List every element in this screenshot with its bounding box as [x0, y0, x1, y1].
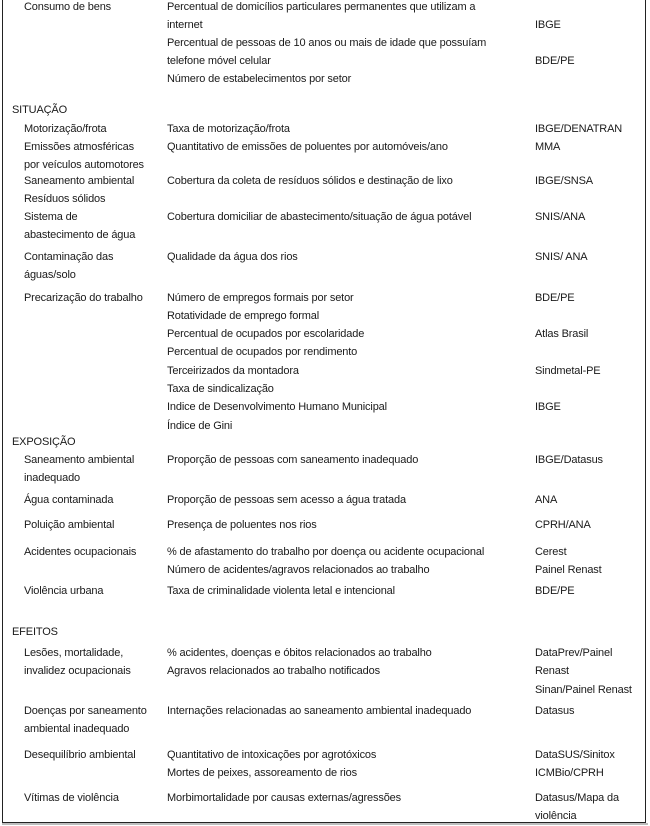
indicator-text: Proporção de pessoas sem acesso a água tratada: [167, 494, 406, 506]
indicator-text: internet: [167, 19, 203, 31]
source-text: IBGE: [535, 401, 561, 413]
indicator-text: % de afastamento do trabalho por doença ou acidente ocupacional: [167, 546, 485, 558]
dimension-label: por veículos automotores: [24, 159, 144, 171]
section-header-efeitos: EFEITOS: [12, 626, 58, 638]
dimension-label: Saneamento ambiental: [24, 454, 135, 466]
dimension-label: Saneamento ambiental: [24, 175, 135, 187]
source-text: BDE/PE: [535, 585, 575, 597]
source-text: Atlas Brasil: [535, 328, 589, 340]
dimension-label: Contaminação das: [24, 251, 114, 263]
indicator-text: Cobertura da coleta de resíduos sólidos e destinação de lixo: [167, 175, 453, 187]
dimension-label: Água contaminada: [24, 494, 114, 506]
source-text: DataPrev/Painel: [535, 647, 613, 659]
source-text: Datasus/Mapa da: [535, 792, 619, 804]
dimension-label: Emissões atmosféricas: [24, 141, 134, 153]
indicator-text: Percentual de ocupados por rendimento: [167, 346, 358, 358]
indicator-text: Cobertura domiciliar de abastecimento/situação de água potável: [167, 211, 472, 223]
dimension-label: Motorização/frota: [24, 123, 107, 135]
indicator-text: Percentual de ocupados por escolaridade: [167, 328, 365, 340]
source-text: MMA: [535, 141, 561, 153]
indicator-text: Indice de Desenvolvimento Humano Municipal: [167, 401, 387, 413]
dimension-label: Poluição ambiental: [24, 519, 115, 531]
indicator-text: Percentual de pessoas de 10 anos ou mais de idade que possuíam: [167, 37, 487, 49]
indicator-text: Taxa de motorização/frota: [167, 123, 290, 135]
source-text: BDE/PE: [535, 292, 575, 304]
indicator-text: % acidentes, doenças e óbitos relacionados ao trabalho: [167, 647, 432, 659]
indicator-text: Presença de poluentes nos rios: [167, 519, 317, 531]
indicator-text: Qualidade da água dos rios: [167, 251, 298, 263]
dimension-label: Vítimas de violência: [24, 792, 119, 804]
table-bottom-border: [2, 823, 648, 825]
indicator-text: Quantitativo de intoxicações por agrotóxicos: [167, 749, 377, 761]
indicator-text: Quantitativo de emissões de poluentes por automóveis/ano: [167, 141, 448, 153]
source-text: IBGE/SNSA: [535, 175, 593, 187]
indicator-text: Percentual de domicílios particulares permanentes que utilizam a: [167, 1, 476, 13]
dimension-label: Doenças por saneamento: [24, 705, 147, 717]
dimension-label: Precarização do trabalho: [24, 292, 143, 304]
dimension-label: Lesões, mortalidade,: [24, 647, 124, 659]
dimension-label: Acidentes ocupacionais: [24, 546, 137, 558]
dimension-label: águas/solo: [24, 269, 76, 281]
source-text: IBGE/DENATRAN: [535, 123, 623, 135]
indicator-text: Número de acidentes/agravos relacionados ao trabalho: [167, 564, 430, 576]
source-text: SNIS/ ANA: [535, 251, 588, 263]
indicator-text: Internações relacionadas ao saneamento ambiental inadequado: [167, 705, 472, 717]
section-header-situacao: SITUAÇÃO: [12, 104, 68, 116]
indicator-text: Número de empregos formais por setor: [167, 292, 354, 304]
source-text: Sinan/Painel Renast: [535, 684, 632, 696]
dimension-label: Consumo de bens: [24, 1, 112, 13]
dimension-label: inadequado: [24, 472, 81, 484]
source-text: SNIS/ANA: [535, 211, 586, 223]
source-text: Sindmetal-PE: [535, 365, 601, 377]
indicator-text: Agravos relacionados ao trabalho notificados: [167, 665, 380, 677]
indicator-text: Mortes de peixes, assoreamento de rios: [167, 767, 357, 779]
source-text: violência: [535, 810, 577, 822]
source-text: DataSUS/Sinitox: [535, 749, 615, 761]
source-text: ICMBio/CPRH: [535, 767, 604, 779]
dimension-label: Desequilíbrio ambiental: [24, 749, 136, 761]
source-text: IBGE: [535, 19, 561, 31]
dimension-label: Sistema de: [24, 211, 78, 223]
indicator-text: telefone móvel celular: [167, 55, 271, 67]
dimension-label: Violência urbana: [24, 585, 104, 597]
source-text: BDE/PE: [535, 55, 575, 67]
dimension-label: invalidez ocupacionais: [24, 665, 131, 677]
dimension-label: ambiental inadequado: [24, 723, 130, 735]
indicator-text: Rotatividade de emprego formal: [167, 310, 320, 322]
source-text: CPRH/ANA: [535, 519, 591, 531]
indicator-text: Taxa de criminalidade violenta letal e intencional: [167, 585, 395, 597]
indicator-text: Proporção de pessoas com saneamento inadequado: [167, 454, 419, 466]
section-header-exposicao: EXPOSIÇÃO: [12, 436, 76, 448]
source-text: Cerest: [535, 546, 567, 558]
indicator-text: Morbimortalidade por causas externas/agressões: [167, 792, 401, 804]
source-text: ANA: [535, 494, 558, 506]
source-text: IBGE/Datasus: [535, 454, 603, 466]
source-text: Painel Renast: [535, 564, 602, 576]
dimension-label: abastecimento de água: [24, 229, 136, 241]
dimension-label: Resíduos sólidos: [24, 193, 106, 205]
indicator-text: Número de estabelecimentos por setor: [167, 73, 352, 85]
source-text: Renast: [535, 665, 569, 677]
indicator-text: Terceirizados da montadora: [167, 365, 299, 377]
source-text: Datasus: [535, 705, 575, 717]
indicator-text: Índice de Gini: [167, 420, 233, 432]
indicator-text: Taxa de sindicalização: [167, 383, 274, 395]
